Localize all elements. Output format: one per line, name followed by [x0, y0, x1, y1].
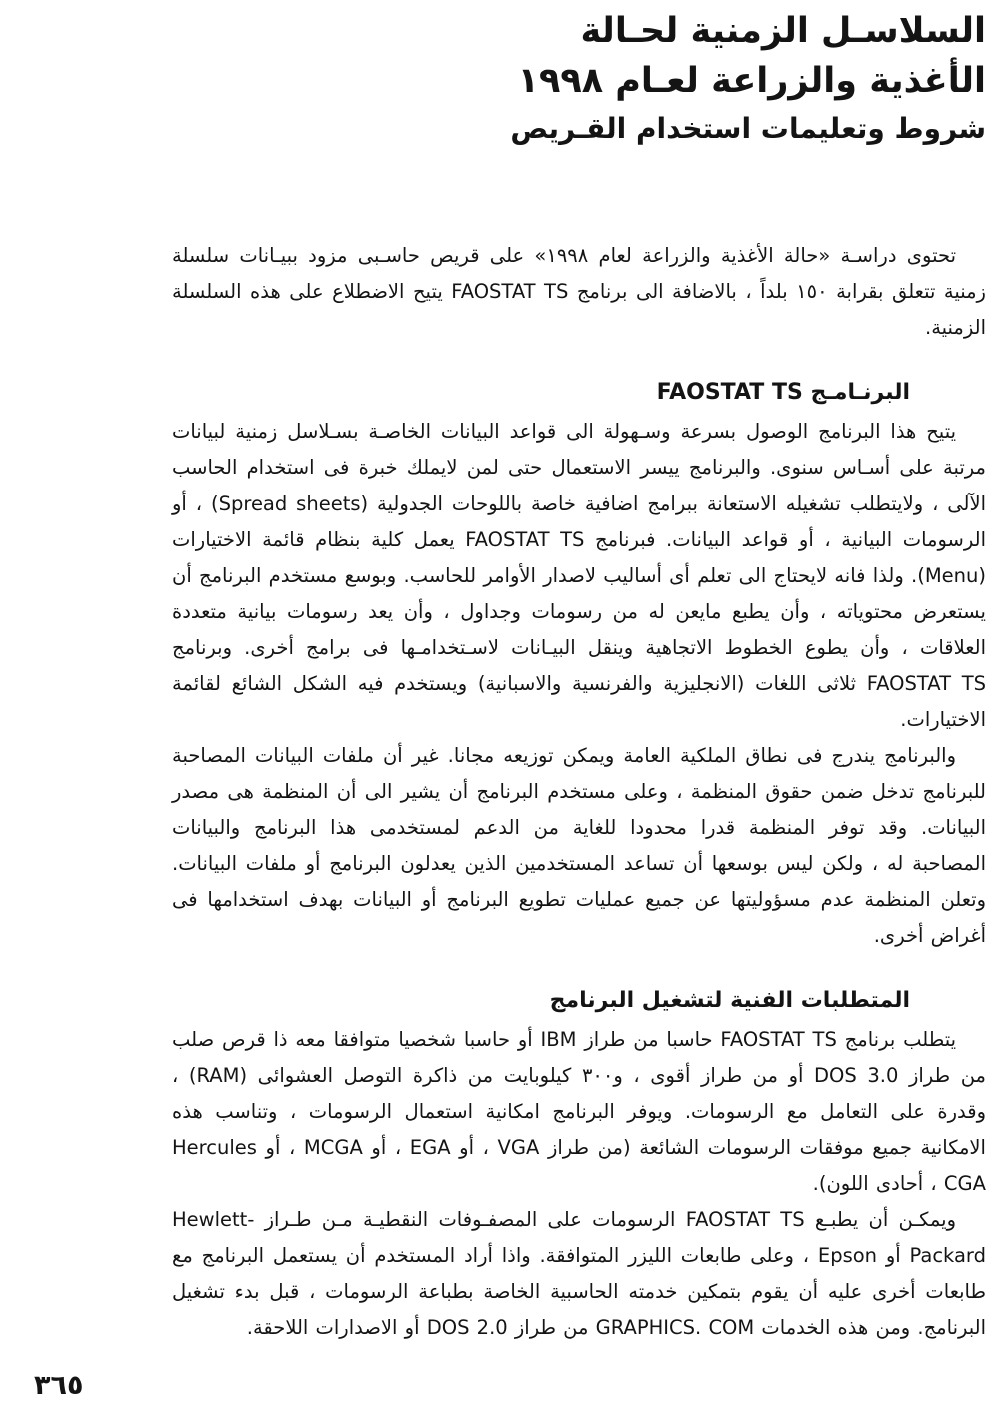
section-faostat-body: [172, 414, 986, 954]
section-heading-faostat: البرنـامـج FAOSTAT TS: [656, 380, 910, 405]
section-heading-requirements: المتطلبات الفنية لتشغيل البرنامج: [549, 988, 910, 1013]
body-paragraph: يتيح هذا البرنامج الوصول بسرعة وسـهولة الى قواعد البيانات الخاصـة بسـلاسل زمنية لبيانات مرتبة على أسـاس سنوى. والبرنامج ييسر الاستعمال حتى لمن لايملك خبرة فى استخدام الحاسب الآلى ، ولايتطلب تشغيله الاستعانة ببرامج اضافية خاصة باللوحات الجدولية (Spread sheets) ، أو الرسومات البيانية ، أو قواعد البيانات. فبرنامج FAOSTAT TS يعمل كلية بنظام قائمة الاختيارات (Menu). ولذا فانه لايحتاج الى تعلم أى أساليب لاصدار الأوامر للحاسب. وبوسع مستخدم البرنامج أن يستعرض محتوياته ، وأن يطبع مايعن له من رسومات وجداول ، وأن يعد رسومات بيانية متعددة العلاقات ، وأن يطوع الخطوط الاتجاهية وينقل البيـانات لاسـتخدامـها فى برامج أخرى. وبرنامج FAOSTAT TS ثلاثى اللغات (الانجليزية والفرنسية والاسبانية) ويستخدم فيه الشكل الشائع لقائمة الاختيارات.: [172, 420, 987, 731]
section-requirements-body: [172, 1022, 986, 1346]
document-title-line-2: الأغذية والزراعة لعـام ١٩٩٨: [517, 61, 986, 101]
intro-section: [172, 238, 986, 346]
body-paragraph: والبرنامج يندرج فى نطاق الملكية العامة ويمكن توزيعه مجانا. غير أن ملفات البيانات المصاحبة للبرنامج تدخل ضمن حقوق المنظمة ، وعلى مستخدم البرنامج أن يشير الى أن المنظمة هى مصدر البيانات. وقد توفر المنظمة قدرا محدودا للغاية من الدعم لمستخدمى هذا البرنامج والبيانات المصاحبة له ، ولكن ليس بوسعها أن تساعد المستخدمين الذين يعدلون البرنامج أو ملفات البيانات. وتعلن المنظمة عدم مسؤوليتها عن جميع عمليات تطويع البرنامج أو البيانات بهدف استخدامها فى أغراض أخرى.: [172, 744, 986, 947]
document-title: [0, 6, 986, 152]
document-title-line-3: شروط وتعليمات استخدام القـريص: [510, 112, 986, 145]
intro-paragraph: تحتوى دراسـة «حالة الأغذية والزراعة لعام ١٩٩٨» على قريص حاسـبى مزود ببيـانات سلسلة زمنية تتعلق بقرابة ١٥٠ بلداً ، بالاضافة الى برنامج FAOSTAT TS يتيح الاضطلاع على هذه السلسلة الزمنية.: [172, 244, 986, 339]
document-title-line-1: السلاسـل الزمنية لحـالة: [580, 11, 986, 51]
page-number: ٣٦٥: [34, 1370, 84, 1401]
body-paragraph: ويمكـن أن يطبـع FAOSTAT TS الرسومات على المصفـوفات النقطيـة مـن طـراز Hewlett- Packard أو Epson ، وعلى طابعات الليزر المتوافقة. واذا أراد المستخدم أن يستعمل البرنامج مع طابعات أخرى عليه أن يقوم بتمكين خدمته الحاسبية الخاصة بطباعة الرسومات ، قبل بدء تشغيل البرنامج. ومن هذه الخدمات GRAPHICS. COM من طراز DOS 2.0 أو الاصدارات اللاحقة.: [172, 1208, 986, 1339]
body-paragraph: يتطلب برنامج FAOSTAT TS حاسبا من طراز IBM أو حاسبا شخصيا متوافقا معه ذا قرص صلب من طراز DOS 3.0 أو من طراز أقوى ، و٣٠٠ كيلوبايت من ذاكرة التوصل العشوائى (RAM) ، وقدرة على التعامل مع الرسومات. ويوفر البرنامج امكانية استعمال الرسومات ، وتناسب هذه الامكانية جميع موفقات الرسومات الشائعة (من طراز VGA ، أو EGA ، أو MCGA ، أو Hercules CGA ، أحادى اللون).: [172, 1028, 986, 1195]
